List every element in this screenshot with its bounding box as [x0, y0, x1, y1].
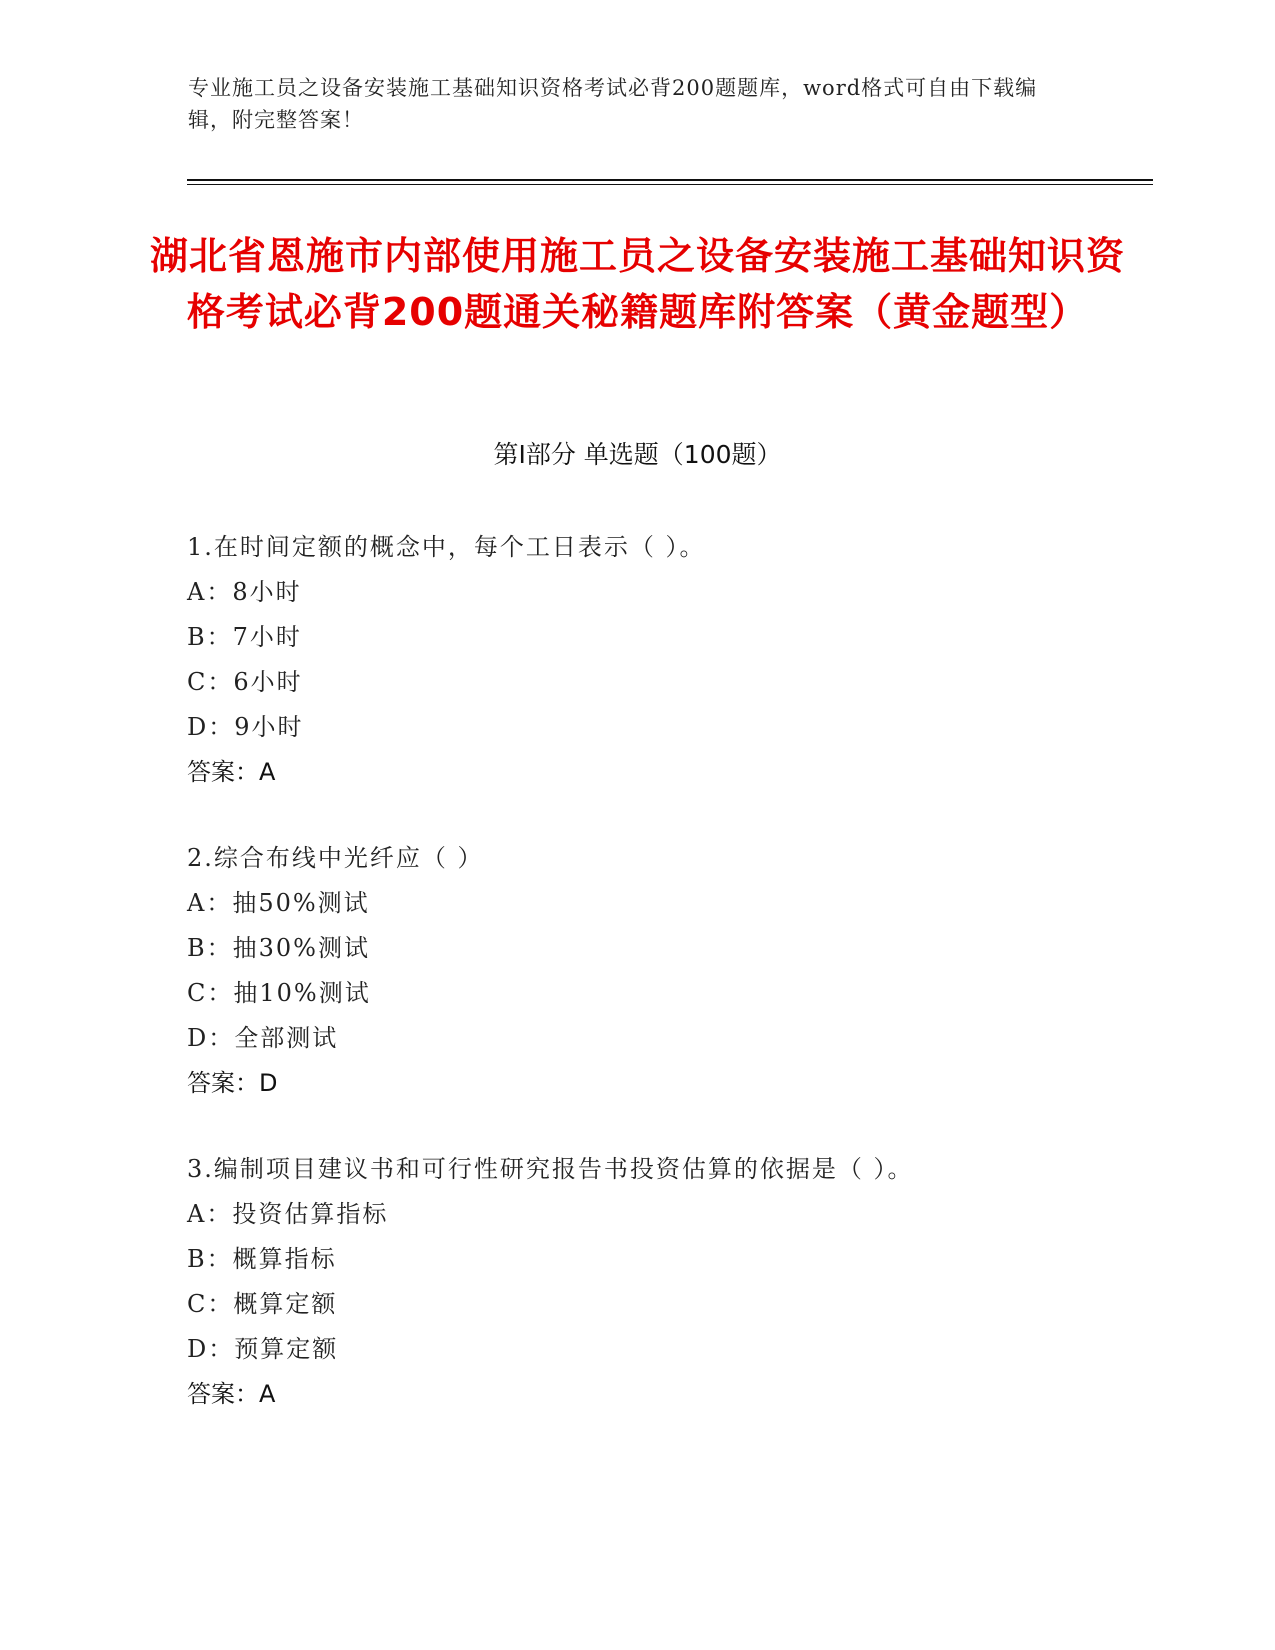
answer-line: 答案：A — [187, 1380, 276, 1408]
answer-line: 答案：A — [187, 758, 276, 786]
header-note: 专业施工员之设备安装施工基础知识资格考试必背200题题库，word格式可自由下载编辑，附完整答案！ — [188, 76, 1038, 132]
option-a: A：抽50%测试 — [187, 889, 370, 917]
question-stem: 2.综合布线中光纤应（ ） — [187, 844, 484, 872]
section-title: 第I部分 单选题（100题） — [493, 440, 782, 469]
option-b: B：抽30%测试 — [187, 934, 370, 962]
option-a: A：投资估算指标 — [187, 1200, 389, 1228]
option-b: B：7小时 — [187, 623, 302, 651]
question-stem: 1.在时间定额的概念中，每个工日表示（ ）。 — [187, 533, 706, 561]
header-divider-thin — [187, 184, 1153, 185]
question-item — [187, 1147, 1147, 1417]
option-d: D：预算定额 — [187, 1335, 339, 1363]
document-title: 湖北省恩施市内部使用施工员之设备安装施工基础知识资格考试必背200题通关秘籍题库附答案（黄金题型） — [150, 234, 1126, 334]
question-item — [187, 836, 1147, 1106]
answer-line: 答案：D — [187, 1069, 278, 1097]
header-divider-thick — [187, 179, 1153, 181]
option-d: D：9小时 — [187, 713, 304, 741]
option-c: C：抽10%测试 — [187, 979, 371, 1007]
option-a: A：8小时 — [187, 578, 302, 606]
question-stem: 3.编制项目建议书和可行性研究报告书投资估算的依据是（ ）。 — [187, 1155, 914, 1183]
question-item — [187, 525, 1147, 795]
option-c: C：6小时 — [187, 668, 303, 696]
option-b: B：概算指标 — [187, 1245, 337, 1273]
option-c: C：概算定额 — [187, 1290, 338, 1318]
option-d: D：全部测试 — [187, 1024, 339, 1052]
question-list — [187, 525, 1147, 1458]
